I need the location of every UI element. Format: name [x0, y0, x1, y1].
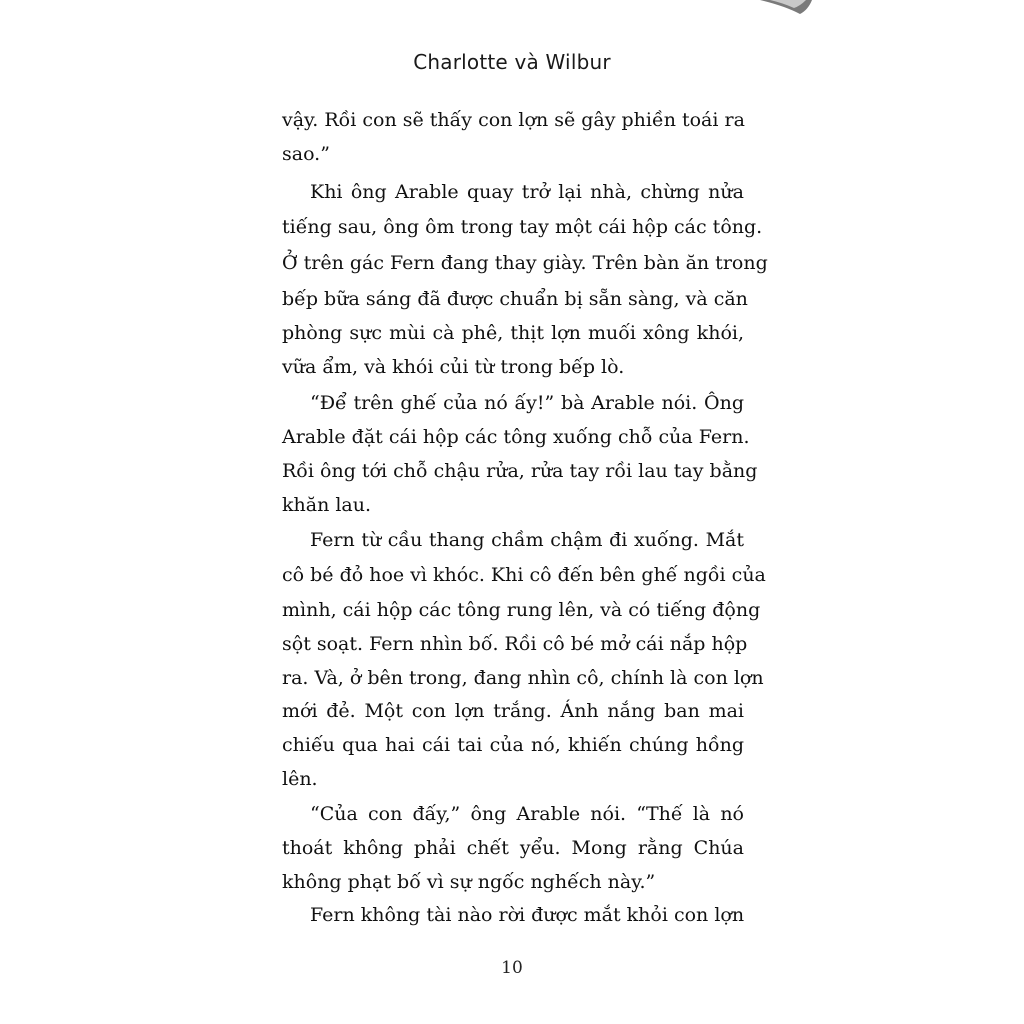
text-line: tiếng sau, ông ôm trong tay một cái hộp các tông.: [282, 216, 763, 238]
text-line: vữa ẩm, và khói củi từ trong bếp lò.: [282, 356, 625, 378]
text-line: khăn lau.: [282, 494, 372, 516]
text-line: lên.: [282, 768, 318, 790]
text-line: Rồi ông tới chỗ chậu rửa, rửa tay rồi lau tay bằng: [282, 460, 758, 482]
text-line: sao.”: [282, 143, 330, 165]
text-line: cô bé đỏ hoe vì khóc. Khi cô đến bên ghế ngồi của: [282, 564, 766, 586]
text-line: phòng sực mùi cà phê, thịt lợn muối xông khói,: [282, 322, 744, 344]
text-line: “Để trên ghế của nó ấy!” bà Arable nói. Ông: [310, 392, 744, 414]
text-line: Ở trên gác Fern đang thay giày. Trên bàn ăn trong: [282, 252, 768, 274]
text-line: thoát không phải chết yểu. Mong rằng Chúa: [282, 837, 744, 859]
text-line: chiếu qua hai cái tai của nó, khiến chúng hồng: [282, 734, 744, 756]
text-line: Fern không tài nào rời được mắt khỏi con lợn: [310, 904, 745, 926]
text-line: “Của con đấy,” ông Arable nói. “Thế là nó: [310, 803, 744, 825]
running-head: Charlotte và Wilbur: [413, 50, 611, 74]
text-line: ra. Và, ở bên trong, đang nhìn cô, chính là con lợn: [282, 667, 764, 689]
text-line: vậy. Rồi con sẽ thấy con lợn sẽ gây phiền toái ra: [282, 109, 745, 131]
text-line: Khi ông Arable quay trở lại nhà, chừng nửa: [310, 181, 744, 203]
text-line: Arable đặt cái hộp các tông xuống chỗ của Fern.: [282, 426, 750, 448]
text-line: mình, cái hộp các tông rung lên, và có tiếng động: [282, 599, 761, 621]
page-number: 10: [501, 958, 523, 978]
text-line: mới đẻ. Một con lợn trắng. Ánh nắng ban mai: [282, 700, 744, 722]
text-line: sột soạt. Fern nhìn bố. Rồi cô bé mở cái nắp hộp: [282, 633, 748, 655]
text-line: Fern từ cầu thang chầm chậm đi xuống. Mắt: [310, 529, 744, 551]
text-line: không phạt bố vì sự ngốc nghếch này.”: [282, 871, 656, 893]
text-line: bếp bữa sáng đã được chuẩn bị sẵn sàng, và căn: [282, 288, 748, 310]
